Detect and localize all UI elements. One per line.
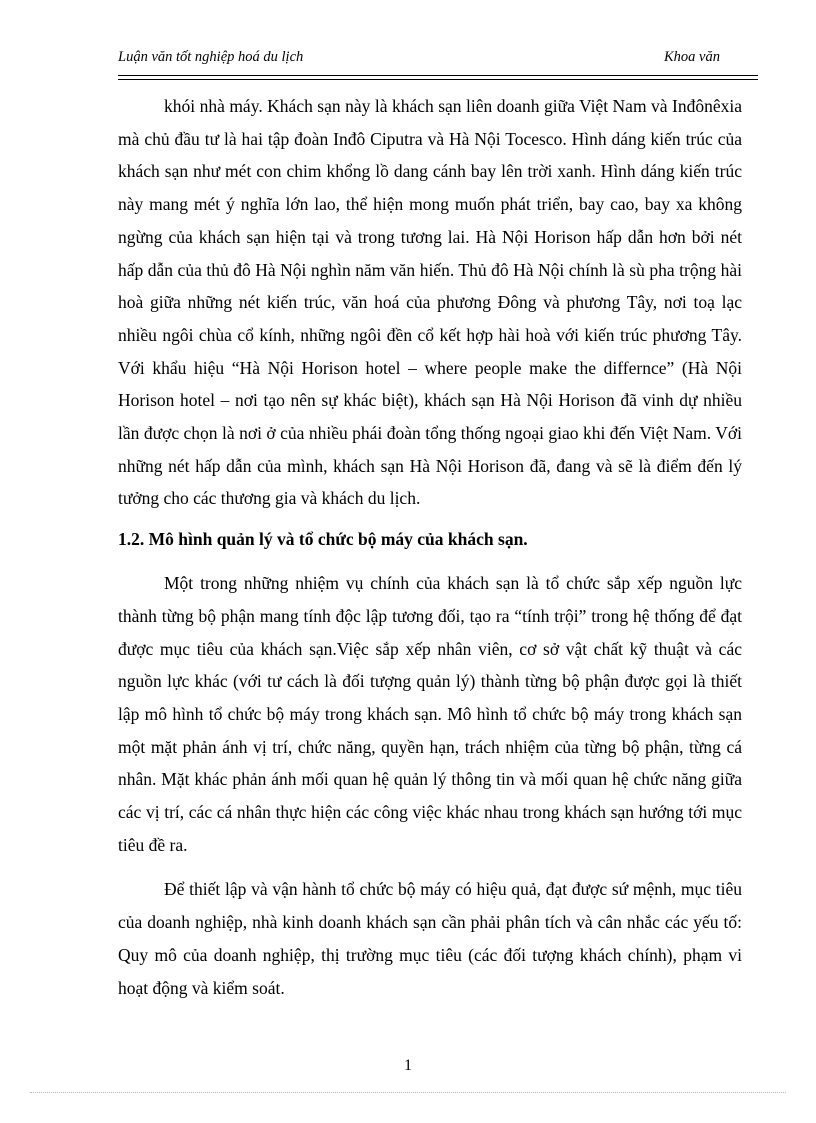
page-number: 1 (404, 1057, 412, 1074)
header-rule-thick (118, 75, 758, 76)
paragraph-structure: Một trong những nhiệm vụ chính của khách sạn là tổ chức sắp xếp nguồn lực thành từng bộ phận mang tính độc lập tương đối, tạo ra “tính trội” trong hệ thống để đạt được mục tiêu của khách sạn.Việc sắp xếp nhân viên, cơ sở vật chất kỹ thuật và các nguồn lực khác (với tư cách là đối tượng quản lý) thành từng bộ phận được gọi là thiết lập mô hình tổ chức bộ máy trong khách sạn. Mô hình tổ chức bộ máy trong khách sạn một mặt phản ánh vị trí, chức năng, quyền hạn, trách nhiệm của từng bộ phận, từng cá nhân. Mặt khác phản ánh mối quan hệ quản lý thông tin và mối quan hệ chức năng giữa các vị trí, các cá nhân thực hiện các công việc khác nhau trong khách sạn hướng tới mục tiêu đề ra. (118, 573, 742, 855)
section-heading: 1.2. Mô hình quản lý và tổ chức bộ máy của khách sạn. (118, 529, 528, 550)
header-right-text: Khoa văn (664, 49, 720, 65)
paragraph-factors: Để thiết lập và vận hành tổ chức bộ máy có hiệu quả, đạt được sứ mệnh, mục tiêu của doanh nghiệp, nhà kinh doanh khách sạn cần phải phân tích và cân nhắc các yếu tố: Quy mô của doanh nghiệp, thị trường mục tiêu (các đối tượng khách chính), phạm vi hoạt động và kiểm soát. (118, 879, 742, 998)
document-body (118, 90, 742, 1004)
header-left-text: Luận văn tốt nghiệp hoá du lịch (118, 49, 304, 65)
header-rule-thin (118, 79, 758, 80)
page-bottom-divider (30, 1092, 786, 1093)
paragraph-intro: khói nhà máy. Khách sạn này là khách sạn liên doanh giữa Việt Nam và Inđônêxia mà chủ đầu tư là hai tập đoàn Inđô Ciputra và Hà Nội Tocesco. Hình dáng kiến trúc của khách sạn như mét con chim khổng lồ dang cánh bay lên trời xanh. Hình dáng kiến trúc này mang mét ý nghĩa lớn lao, thể hiện mong muốn phát triển, bay cao, bay xa không ngừng của khách sạn hiện tại và trong tương lai. Hà Nội Horison hấp dẫn hơn bởi nét hấp dẫn của thủ đô Hà Nội nghìn năm văn hiến. Thủ đô Hà Nội chính là sù pha trộng hài hoà giữa những nét kiến trúc, văn hoá của phương Đông và phương Tây, nơi toạ lạc nhiều ngôi chùa cổ kính, những ngôi đền cổ kết hợp hài hoà với kiến trúc phương Tây. Với khẩu hiệu “Hà Nội Horison hotel – where people make the differnce” (Hà Nội Horison hotel – nơi tạo nên sự khác biệt), khách sạn Hà Nội Horison đã vinh dự nhiều lần được chọn là nơi ở của nhiều phái đoàn tổng thống ngoại giao khi đến Việt Nam. Với những nét hấp dẫn của mình, khách sạn Hà Nội Horison đã, đang và sẽ là điểm đến lý tưởng cho các thương gia và khách du lịch. (118, 96, 742, 509)
